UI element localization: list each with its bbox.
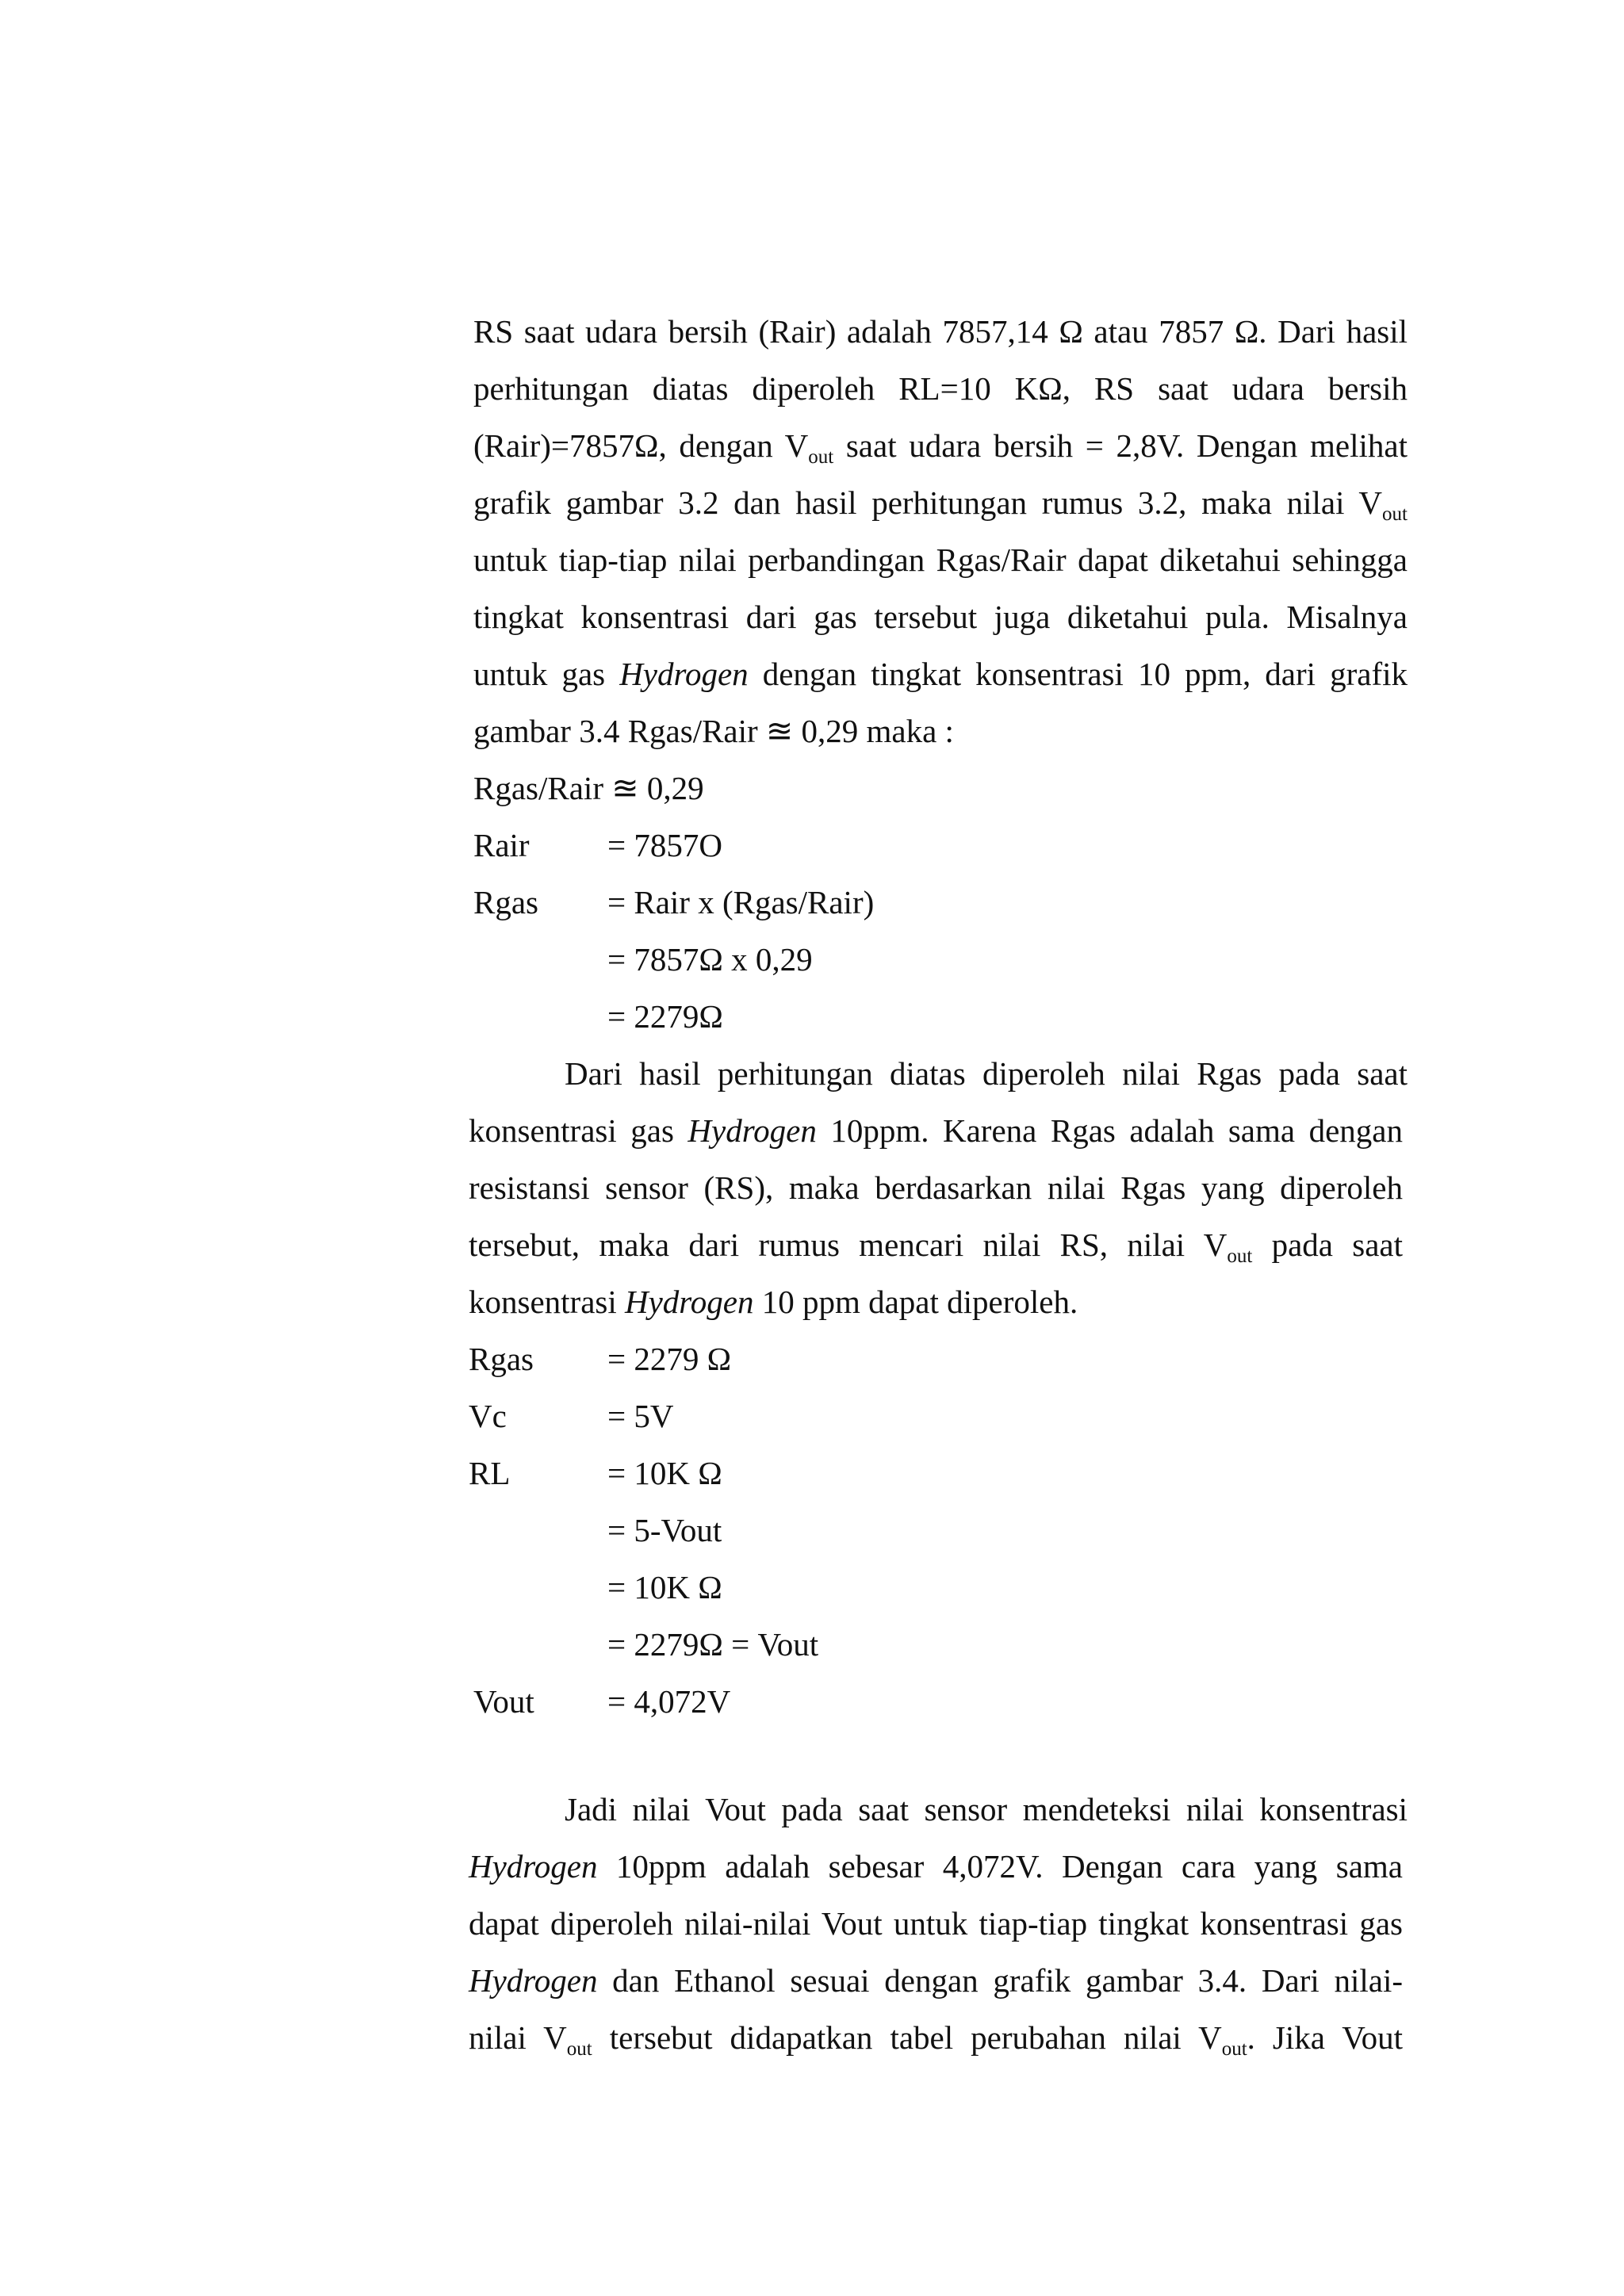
para3-line-1: Jadi nilai Vout pada saat sensor mendeteksi nilai konsentrasi xyxy=(565,1791,1408,1827)
calc1-rair-value: = 7857O xyxy=(607,827,722,863)
calc2-vc-value: = 5V xyxy=(607,1398,674,1434)
para3-line-4: Hydrogen dan Ethanol sesuai dengan grafik gambar 3.4. Dari nilai- xyxy=(469,1962,1403,1999)
calc2-step-3: = 2279Ω = Vout xyxy=(607,1626,819,1663)
calc2-vout-label: Vout xyxy=(473,1683,534,1720)
para3-line-3: dapat diperoleh nilai-nilai Vout untuk tiap-tiap tingkat konsentrasi gas xyxy=(469,1905,1403,1942)
para2-line-5: konsentrasi Hydrogen 10 ppm dapat diperoleh. xyxy=(469,1284,1078,1320)
para1-line-5: untuk tiap-tiap nilai perbandingan Rgas/Rair dapat diketahui sehingga xyxy=(473,541,1408,578)
calc2-rgas-label: Rgas xyxy=(469,1341,534,1377)
para1-line-4: grafik gambar 3.2 dan hasil perhitungan rumus 3.2, maka nilai $V_{out}$ xyxy=(473,484,1408,525)
para1-line-6: tingkat konsentrasi dari gas tersebut juga diketahui pula. Misalnya xyxy=(473,599,1408,635)
para1-line-3: (Rair)=7857Ω, dengan $V_{out}$ saat udara bersih = 2,8V. Dengan melihat xyxy=(473,427,1408,468)
calc2-rl-label: RL xyxy=(469,1455,511,1491)
para1-line-2: perhitungan diatas diperoleh RL=10 KΩ, RS saat udara bersih xyxy=(473,370,1408,407)
calc2-step-1: = 5-Vout xyxy=(607,1512,722,1548)
para3-line-5: nilai $V_{out}$ tersebut didapatkan tabel perubahan nilai $V_{out}$. Jika Vout xyxy=(469,2019,1403,2060)
calc2-rl-value: = 10K Ω xyxy=(607,1455,722,1491)
para1-line-1: RS saat udara bersih (Rair) adalah 7857,14 Ω atau 7857 Ω. Dari hasil xyxy=(473,313,1408,350)
para2-line-2: konsentrasi gas Hydrogen 10ppm. Karena Rgas adalah sama dengan xyxy=(469,1112,1403,1149)
para1-line-7: untuk gas Hydrogen dengan tingkat konsentrasi 10 ppm, dari grafik xyxy=(473,656,1408,692)
calc2-vc-label: Vc xyxy=(469,1398,507,1434)
calc2-rgas-value: = 2279 Ω xyxy=(607,1341,732,1377)
calc2-step-2: = 10K Ω xyxy=(607,1569,722,1605)
para2-line-4: tersebut, maka dari rumus mencari nilai RS, nilai $V_{out}$ pada saat xyxy=(469,1226,1403,1267)
para1-line-8: gambar 3.4 Rgas/Rair ≊ 0,29 maka : xyxy=(473,713,954,749)
calc1-ratio: Rgas/Rair ≊ 0,29 xyxy=(473,770,704,806)
para3-line-2: Hydrogen 10ppm adalah sebesar 4,072V. Dengan cara yang sama xyxy=(469,1848,1403,1885)
calc1-rair-label: Rair xyxy=(473,827,530,863)
calc1-rgas-substitution: = 7857Ω x 0,29 xyxy=(607,941,813,978)
para2-line-1: Dari hasil perhitungan diatas diperoleh nilai Rgas pada saat xyxy=(565,1055,1408,1092)
para2-line-3: resistansi sensor (RS), maka berdasarkan nilai Rgas yang diperoleh xyxy=(469,1169,1403,1206)
calc1-rgas-formula: = Rair x (Rgas/Rair) xyxy=(607,884,875,920)
calc2-vout-value: = 4,072V xyxy=(607,1683,731,1720)
calc1-rgas-label: Rgas xyxy=(473,884,538,920)
calc1-rgas-result: = 2279Ω xyxy=(607,998,723,1035)
